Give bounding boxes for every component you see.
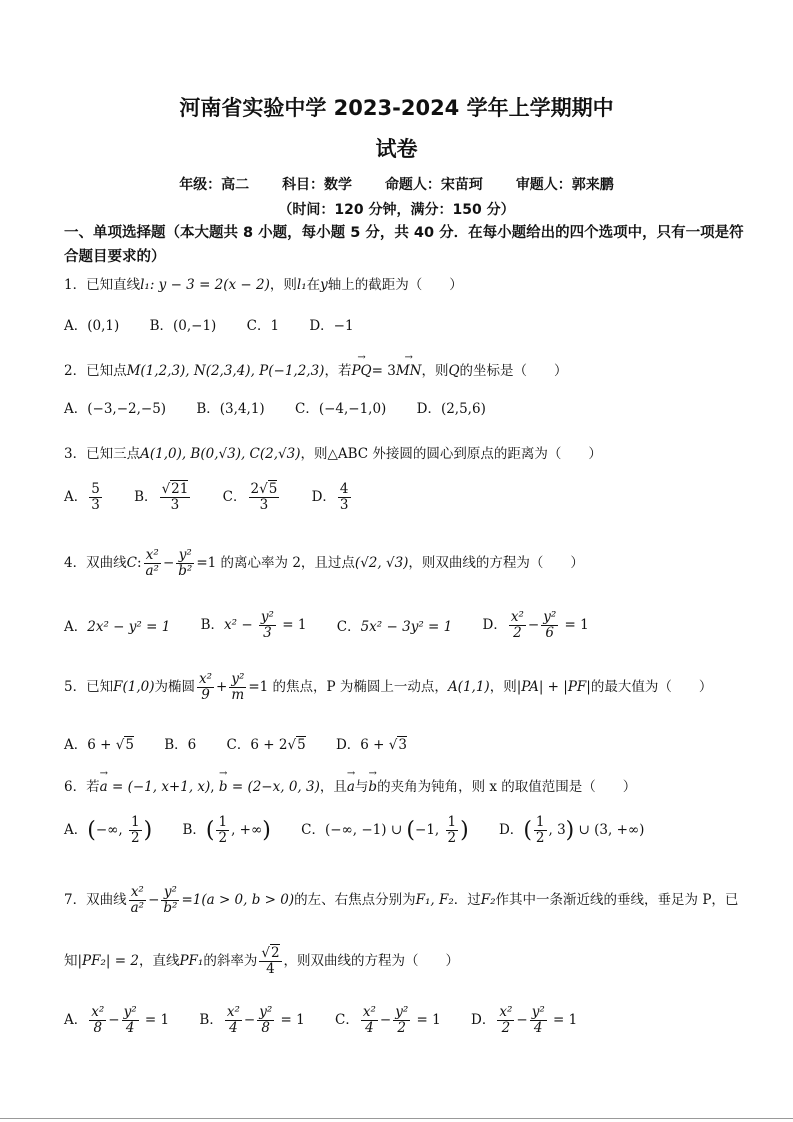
exam-meta <box>0 174 793 194</box>
option-d[interactable]: D．( $\frac{1}{2}$ , 3) ∪ (3, +∞) <box>498 814 645 846</box>
option-label: B． <box>182 821 206 838</box>
math-pf2: |PF₂| = 2 <box>77 952 139 969</box>
q-text: ，则双曲线的方程为（ ） <box>283 952 460 969</box>
question-number: 4． <box>64 554 87 571</box>
option-d[interactable]: D． $\frac{\text{x²}}{2}$ − $\frac{\text{y²}}{6}$ = 1 <box>482 609 589 641</box>
options-3 <box>64 482 744 513</box>
options-6 <box>64 815 744 846</box>
q-text: 与 <box>354 779 369 795</box>
question-number: 3． <box>64 446 87 462</box>
question-number: 6． <box>64 779 87 795</box>
math-vector: (−1, x+1, x) <box>127 779 211 795</box>
option-a[interactable]: A．(−∞, $\frac{1}{2}$ ) <box>64 814 153 846</box>
math-point: (√2, √3) <box>354 554 409 571</box>
option-a[interactable]: A．6 + √5 <box>64 737 134 753</box>
option-c[interactable] <box>337 615 452 635</box>
q-text: 已知 <box>86 678 114 695</box>
q-text: =1 的离心率为 2，且过点 <box>196 554 355 571</box>
option-label: C． <box>335 1011 359 1028</box>
reviewer-label: 审题人：郭来鹏 <box>515 177 614 193</box>
q-text: ，若 <box>324 363 352 379</box>
option-b[interactable] <box>164 733 196 753</box>
option-c[interactable]: C．6 + 2√5 <box>226 737 306 753</box>
question-7-cont: 知|PF₂| = 2，直线PF₁的斜率为 $\frac{√2}{4}$ ，则双曲线的方程为（ ） <box>64 945 460 977</box>
option-label: A． <box>64 488 88 505</box>
vector-a: → a <box>100 779 108 795</box>
option-label: B． <box>164 737 188 753</box>
option-label: A． <box>64 737 88 753</box>
option-b[interactable]: B．x² − $\frac{\text{y²}}{3}$ = 1 <box>200 609 307 641</box>
option-label: C． <box>222 488 247 505</box>
q-text: ，则△ABC 外接圆的圆心到原点的距离为（ ） <box>300 446 602 462</box>
q-text: = 3 <box>371 363 396 379</box>
math-points: M(1,2,3), N(2,3,4), P(−1,2,3) <box>126 363 325 379</box>
option-label: A． <box>64 619 88 636</box>
q-text: ，则双曲线的方程为（ ） <box>408 554 584 571</box>
math-c: C <box>126 554 137 571</box>
q-text: 双曲线 <box>86 554 127 571</box>
option-label: D． <box>471 1011 496 1028</box>
option-a[interactable]: A．(−3,−2,−5) <box>64 401 167 417</box>
question-5: 5．已知F(1,0)为椭圆 $\frac{\text{x²}}{9}$ + $\frac{\text{y²}}{m}$ =1 的焦点，P 为椭圆上一动点，A(1,1)，则|PA| + |PF|的最大值为（ ） <box>64 671 713 703</box>
option-label: C． <box>336 619 361 636</box>
question-1 <box>64 273 744 293</box>
q-text: ，则 <box>421 363 449 379</box>
option-b[interactable]: B．( $\frac{1}{2}$ , +∞) <box>182 814 271 846</box>
options-4 <box>64 610 744 641</box>
vector-pq: → PQ <box>351 363 371 379</box>
question-number: 2． <box>64 363 87 379</box>
option-label: D． <box>335 737 361 753</box>
option-b[interactable]: B． $\frac{√21}{3}$ <box>134 481 189 513</box>
subject-label: 科目：数学 <box>282 177 353 193</box>
exam-subtitle: 试卷 <box>375 137 418 161</box>
option-c[interactable]: C． $\frac{2√5}{3}$ <box>222 481 278 513</box>
option-a[interactable]: A． $\frac{5}{3}$ <box>64 481 100 513</box>
q-text: ，则 <box>269 277 297 293</box>
math-l1: l₁ <box>296 277 307 293</box>
question-number: 1． <box>64 277 87 293</box>
option-label: B． <box>134 488 158 505</box>
author-label: 命题人：宋苗珂 <box>384 177 483 193</box>
option-a[interactable]: A． $\frac{\text{x²}}{8}$ − $\frac{\text{y²}}{4}$ = 1 <box>64 1004 170 1036</box>
q-text: 知 <box>64 952 78 969</box>
q-text: 在 <box>306 277 321 293</box>
q-text: 作其中一条渐近线的垂线，垂足为 P，已 <box>495 891 739 908</box>
q-text: =1 的焦点，P 为椭圆上一动点， <box>248 678 448 695</box>
q-text: 为椭圆 <box>154 678 195 695</box>
option-b[interactable]: B．(0,−1) <box>149 318 217 334</box>
options-7 <box>64 1005 744 1036</box>
q-text: 的左、右焦点分别为 <box>294 891 416 908</box>
option-c[interactable]: C．(−∞, −1) ∪ (−1, $\frac{1}{2}$ ) <box>301 814 469 846</box>
option-d[interactable]: D． $\frac{4}{3}$ <box>311 481 349 513</box>
option-label: A． <box>64 1011 88 1028</box>
math-points: A(1,0), B(0,√3), C(2,√3) <box>140 446 301 462</box>
math-line: l₁: y − 3 = 2(x − 2) <box>140 277 270 293</box>
math-cond: =1(a > 0, b > 0) <box>181 891 295 908</box>
option-label: B． <box>199 1011 223 1028</box>
option-d[interactable]: D． $\frac{\text{x²}}{2}$ − $\frac{\text{y²}}{4}$ = 1 <box>471 1004 578 1036</box>
options-1 <box>64 314 744 334</box>
q-text: 若 <box>86 779 100 795</box>
math-vector: (2−x, 0, 3) <box>247 779 320 795</box>
q-text: 已知三点 <box>86 446 141 462</box>
option-b[interactable]: B．(3,4,1) <box>196 401 265 417</box>
question-number: 5． <box>64 678 87 695</box>
question-2 <box>64 359 744 379</box>
section-title: 一、单项选择题（本大题共 8 小题，每小题 5 分，共 40 分．在每小题给出的四个选项中，只有一项是符合题目要求的） <box>64 225 744 265</box>
math-pf1: PF₁ <box>179 952 204 969</box>
q-text: ．过 <box>453 891 481 908</box>
math-y: y <box>320 277 328 293</box>
question-6: 6．若→ a = (−1, x+1, x), → b = (2−x, 0, 3)，且→ a与→ b的夹角为钝角，则 x 的取值范围是（ ） <box>64 775 744 795</box>
option-math: 5x² − 3y² = 1 <box>360 619 453 636</box>
q-text: 的斜率为 <box>203 952 258 969</box>
option-a[interactable]: A．(0,1) <box>64 318 120 334</box>
q-text: ，则 <box>489 678 517 695</box>
math-expr: |PA| + |PF| <box>516 678 591 695</box>
option-c[interactable]: C．(−4,−1,0) <box>294 401 387 417</box>
math-foci: F₁, F₂ <box>415 891 454 908</box>
option-c[interactable]: C． $\frac{\text{x²}}{4}$ − $\frac{\text{y²}}{2}$ = 1 <box>335 1004 441 1036</box>
option-d[interactable]: D．(2,5,6) <box>416 401 486 417</box>
option-math: 2x² − y² = 1 <box>87 619 171 636</box>
option-label: A． <box>64 821 88 838</box>
option-label: D． <box>482 616 507 633</box>
page-bottom-rule <box>0 1118 793 1119</box>
q-text: ，且 <box>319 779 347 795</box>
q-text: 已知点 <box>86 363 127 379</box>
q-text: 的最大值为（ ） <box>590 678 713 695</box>
math-point: A(1,1) <box>447 678 490 695</box>
options-2 <box>64 397 744 417</box>
option-c[interactable]: C．1 <box>246 318 280 334</box>
option-label: C． <box>226 737 251 753</box>
option-math: 6 <box>187 737 197 753</box>
option-d[interactable]: D．6 + √3 <box>335 737 407 753</box>
option-d[interactable]: D．−1 <box>309 318 354 334</box>
q-text: 的坐标是（ ） <box>459 363 568 379</box>
q-text: 双曲线 <box>86 891 127 908</box>
option-label: B． <box>200 616 224 633</box>
q-text: ，直线 <box>138 952 180 969</box>
option-label: D． <box>311 488 336 505</box>
vector-b: → b <box>219 779 228 795</box>
option-a[interactable] <box>64 615 170 635</box>
question-4: 4．双曲线C: $\frac{\text{x²}}{\text{a²}}$ − $\frac{\text{y²}}{\text{b²}}$ =1 的离心率为 2，且过点(√2, √3)，则双曲线的方程为（ ） <box>64 547 584 579</box>
options-5 <box>64 733 744 753</box>
option-label: C． <box>301 821 325 838</box>
question-3 <box>64 442 744 462</box>
math-q: Q <box>448 363 460 379</box>
option-b[interactable]: B． $\frac{\text{x²}}{4}$ − $\frac{\text{y²}}{8}$ = 1 <box>199 1004 305 1036</box>
question-7: 7．双曲线 $\frac{\text{x²}}{\text{a²}}$ − $\frac{\text{y²}}{\text{b²}}$ =1(a > 0, b > 0)的左、右焦点分别为F₁, F₂．过F₂作其中一条渐近线的垂线，垂足为 P，已 <box>64 884 739 916</box>
question-number: 7． <box>64 891 87 908</box>
q-text: 已知直线 <box>86 277 141 293</box>
option-label: D． <box>498 821 524 838</box>
q-text: 的夹角为钝角，则 x 的取值范围是（ ） <box>377 779 637 795</box>
vector-mn: → MN <box>396 363 422 379</box>
time-score: （时间：120 分钟，满分：150 分） <box>278 202 515 218</box>
q-text: 轴上的截距为（ ） <box>327 277 463 293</box>
grade-label: 年级：高二 <box>179 177 250 193</box>
math-focus: F(1,0) <box>113 678 155 695</box>
exam-title: 河南省实验中学 2023-2024 学年上学期期中 <box>179 96 614 120</box>
